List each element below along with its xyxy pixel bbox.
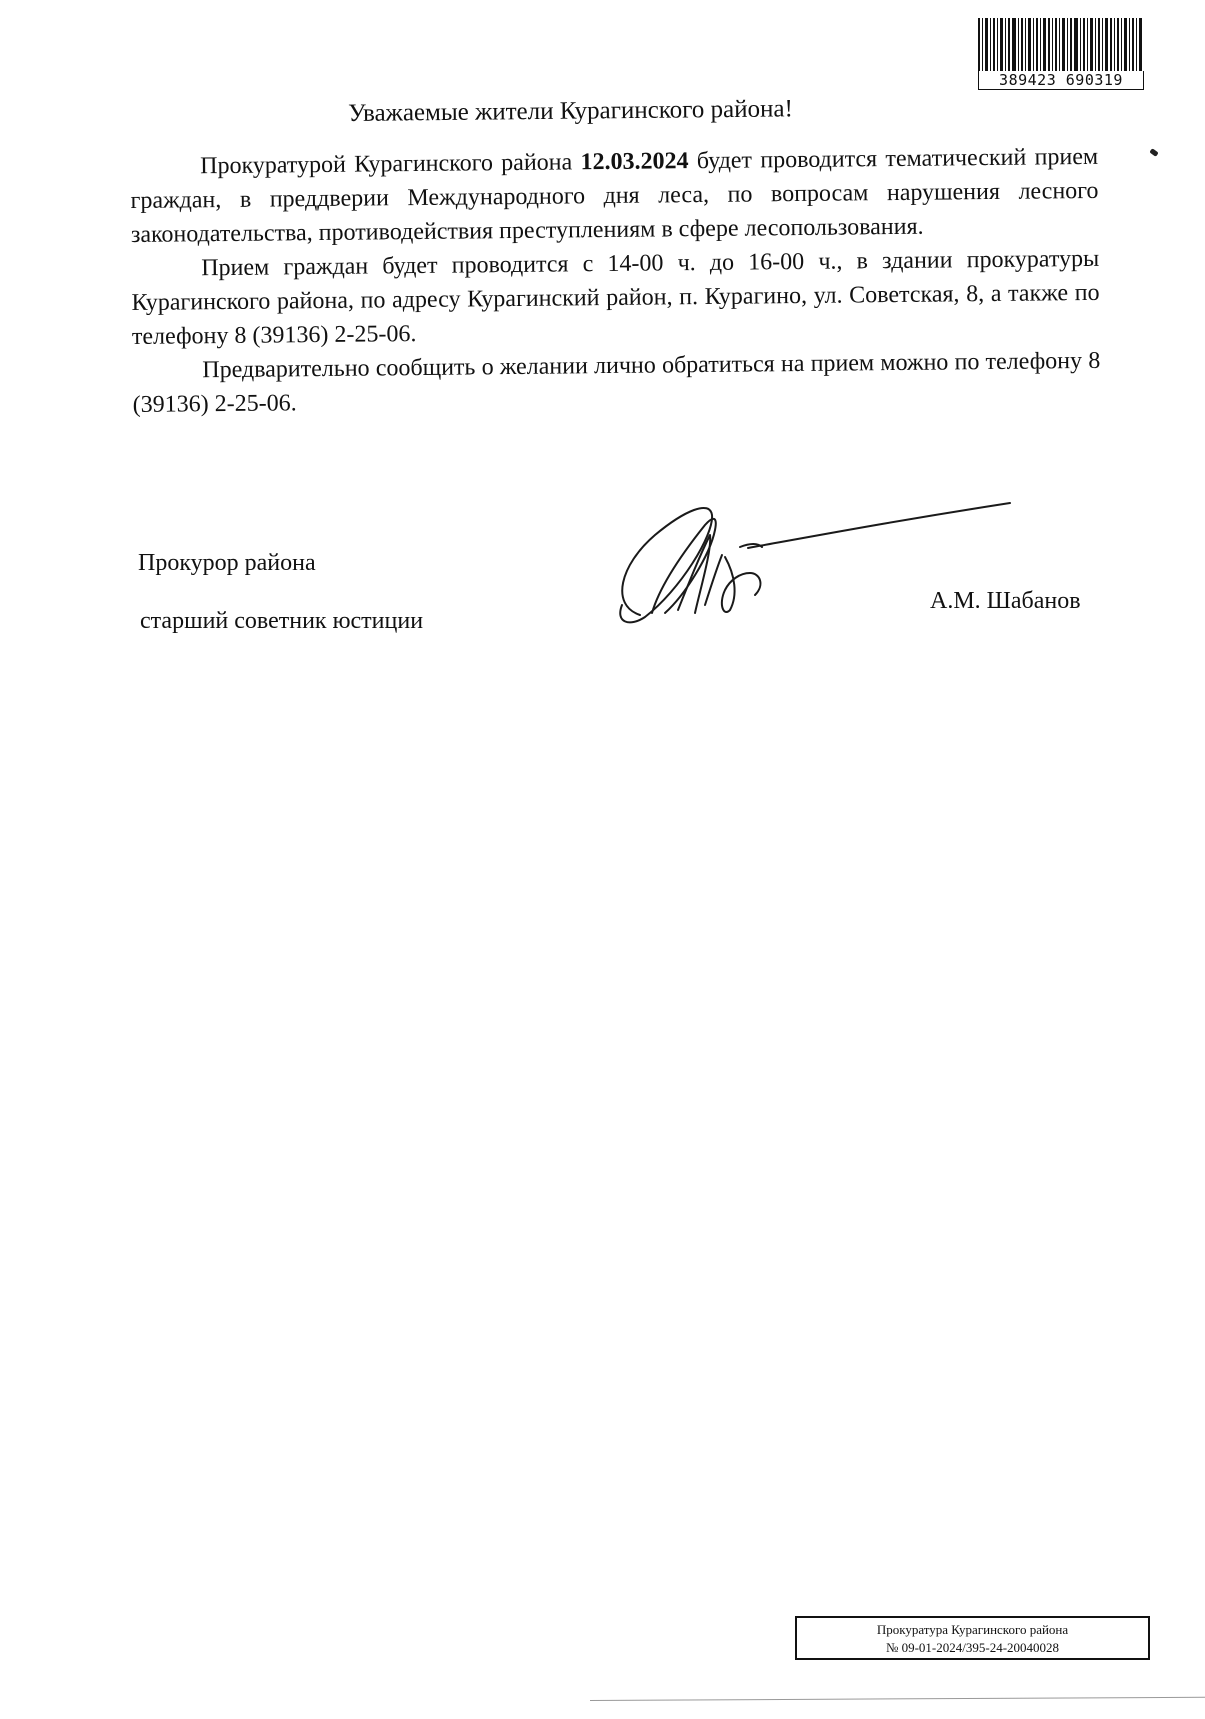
paragraph-schedule: Прием граждан будет проводится с 14-00 ч. до 16-00 ч., в здании прокуратуры Курагинского района, по адресу Курагинский район, п. Курагино, ул. Советская, 8, а также по телефону 8 (39136) 2-25-06.	[131, 245, 1100, 350]
barcode	[978, 18, 1144, 90]
paragraph-announcement-start: Прокуратурой Курагинского района	[200, 149, 581, 180]
registration-org: Прокуратура Курагинского района	[876, 1622, 1069, 1637]
paragraph-pre-registration: Предварительно сообщить о желании лично обратиться на прием можно по телефону 8 (39136) 2-25-06.	[132, 347, 1101, 418]
registration-stamp	[795, 1616, 1150, 1660]
bottom-rule	[590, 1697, 1205, 1701]
reception-date: 12.03.2024	[580, 148, 689, 176]
signer-rank: старший советник юстиции	[140, 608, 424, 634]
paragraph-announcement	[130, 140, 1099, 252]
paragraph-announcement-end: будет проводится тематический прием граждан, в преддверии Международного дня леса, по вопросам нарушения лесного законодательства, противодействия преступлениям в сфере лесопользования.	[130, 143, 1099, 248]
document-heading: Уважаемые жители Курагинского района!	[348, 95, 793, 127]
signer-position: Прокурор района	[138, 550, 316, 576]
signatory-name: А.М. Шабанов	[930, 588, 1081, 614]
document-body	[130, 140, 1101, 422]
registration-number: № 09-01-2024/395-24-20040028	[885, 1640, 1060, 1655]
barcode-bars	[978, 18, 1144, 74]
scan-mark	[1149, 148, 1158, 157]
barcode-digits: 389423 690319	[978, 71, 1144, 90]
